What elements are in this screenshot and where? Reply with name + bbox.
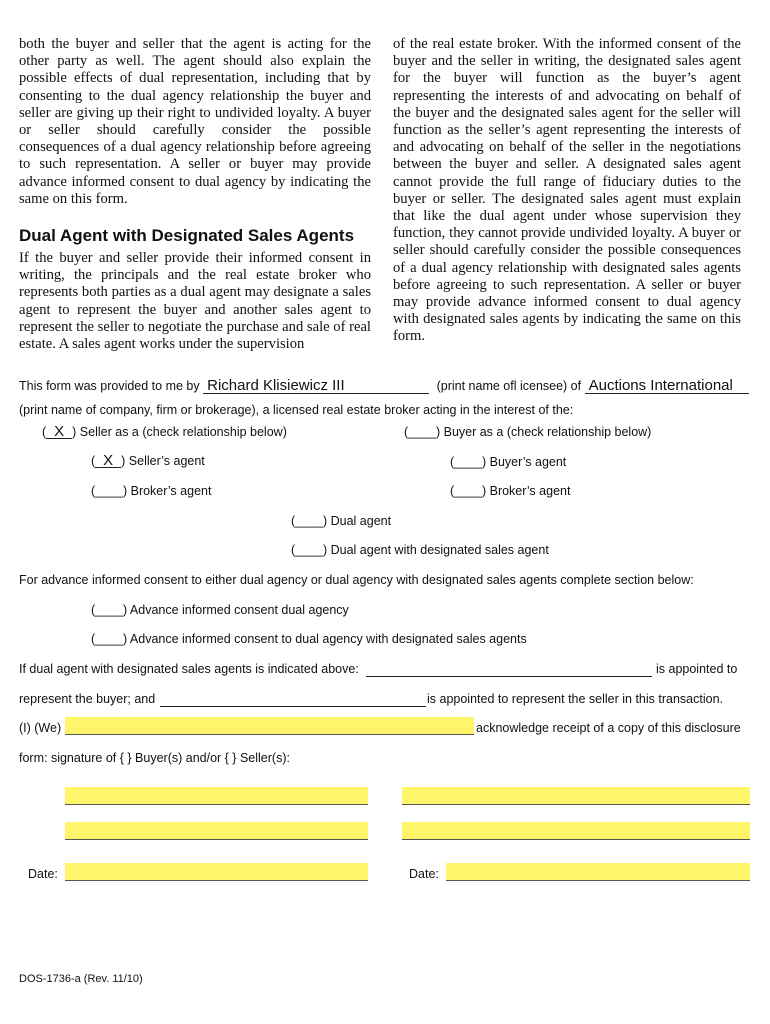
names-field[interactable]	[65, 717, 474, 735]
buyer-option[interactable]: (____) Buyer as a (check relationship below)	[404, 425, 652, 439]
sellers-agent-option[interactable]	[91, 454, 205, 468]
advance-consent-intro: For advance informed consent to either dual agency or dual agency with designated sales agents complete section below:	[19, 573, 694, 587]
date-field-right[interactable]	[446, 863, 750, 881]
company-label: (print name of company, firm or brokerage), a licensed real estate broker acting in the interest of the:	[19, 403, 574, 417]
dual-agent-option[interactable]: (____) Dual agent	[291, 514, 392, 528]
date-label-right: Date:	[409, 867, 439, 881]
left-paragraph-2: If the buyer and seller provide their informed consent in writing, the principals and the real estate broker who represents both parties as a dual agent may designate a sales agent to represent the buyer and another sales agent to represent the seller to negotiate the purchase and sale of real estate. A sales agent works under the supervision	[19, 250, 371, 353]
sellers-agent-label: ) Seller’s agent	[121, 454, 205, 468]
provided-prefix: This form was provided to me by	[19, 379, 200, 393]
date-label-left: Date:	[28, 867, 58, 881]
appointed-seller-text: is appointed to represent the seller in this transaction.	[427, 692, 724, 706]
acknowledge-text: acknowledge receipt of a copy of this disclosure	[476, 721, 741, 735]
brokers-agent-buyer-option[interactable]: (____) Broker’s agent	[450, 484, 571, 498]
is-appointed-to: is appointed to	[656, 662, 738, 676]
seller-option[interactable]	[42, 425, 287, 439]
sellers-agent-open-paren: (	[91, 454, 96, 468]
seller-sales-agent-field[interactable]	[160, 691, 426, 707]
right-column	[393, 36, 741, 346]
licensee-label: (print name ofl icensee) of	[436, 379, 582, 393]
licensee-name-field[interactable]: Richard Klisiewicz III	[203, 378, 429, 394]
sellers-agent-checkmark[interactable]: X	[95, 454, 121, 468]
seller-checkmark[interactable]: X	[46, 425, 72, 439]
signature-field-left-2[interactable]	[65, 822, 368, 840]
we-prefix: (I) (We)	[19, 721, 62, 735]
if-dual-prefix: If dual agent with designated sales agents is indicated above:	[19, 662, 359, 676]
form-number: DOS-1736-a (Rev. 11/10)	[19, 973, 143, 985]
signature-field-right-1[interactable]	[402, 787, 750, 805]
left-paragraph-1: both the buyer and seller that the agent is acting for the other party as well. The agent should also explain the possible effects of dual representation, including that by consenting to the dual agency relationship the buyer and seller are giving up their right to undivided loyalty. A buyer or seller should carefully consider the possible consequences of a dual agency relationship before agreeing to such representation. A seller or buyer may provide advance informed consent to dual agency by indicating the same on this form.	[19, 36, 371, 207]
signature-line-label: form: signature of { } Buyer(s) and/or { } Seller(s):	[19, 751, 290, 765]
represent-buyer-text: represent the buyer; and	[19, 692, 156, 706]
dual-agent-designated-option[interactable]: (____) Dual agent with designated sales agent	[291, 543, 549, 557]
seller-open-paren: (	[42, 425, 47, 439]
brokers-agent-seller-option[interactable]: (____) Broker’s agent	[91, 484, 212, 498]
company-name-field[interactable]: Auctions International	[585, 378, 749, 394]
left-column	[19, 36, 371, 353]
right-paragraph-1: of the real estate broker. With the informed consent of the buyer and the seller in writing, the designated sales agent for the buyer will function as the buyer’s agent representing the interests of and advocating on behalf of the buyer and the designated sales agent for the seller will function as the seller’s agent representing the interests of and advocating on behalf of the seller in the negotiations between the buyer and seller. A designated sales agent cannot provide the full range of fiduciary duties to the buyer or seller. The designated sales agent must explain that like the dual agent under whose supervision they function, they cannot provide undivided loyalty. A buyer or seller should carefully consider the possible consequences of a dual agency relationship with designated sales agents before agreeing to such representation. A seller or buyer may provide advance informed consent to dual agency with designated sales agents by indicating the same on this form.	[393, 36, 741, 345]
signature-field-left-1[interactable]	[65, 787, 368, 805]
section-heading: Dual Agent with Designated Sales Agents	[19, 226, 355, 246]
provided-by-line	[19, 378, 749, 394]
signature-field-right-2[interactable]	[402, 822, 750, 840]
buyer-sales-agent-field[interactable]	[366, 661, 652, 677]
buyers-agent-option[interactable]: (____) Buyer’s agent	[450, 455, 567, 469]
seller-option-label: ) Seller as a (check relationship below)	[72, 425, 287, 439]
date-field-left[interactable]	[65, 863, 368, 881]
advance-designated-option[interactable]: (____) Advance informed consent to dual agency with designated sales agents	[91, 632, 527, 646]
advance-dual-option[interactable]: (____) Advance informed consent dual agency	[91, 603, 349, 617]
